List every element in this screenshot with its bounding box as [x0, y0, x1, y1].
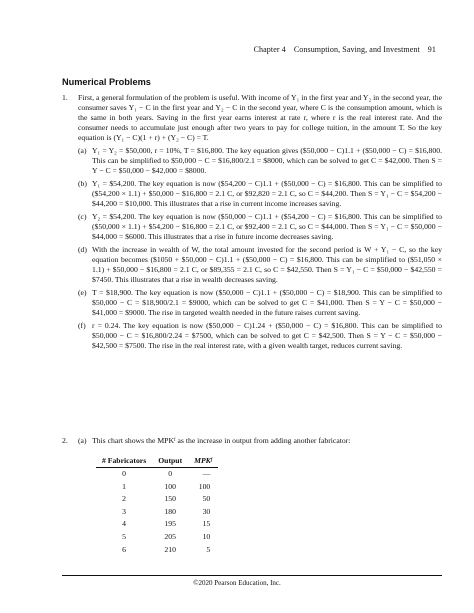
problem-1: [62, 93, 442, 351]
table-cell: 100: [198, 481, 211, 491]
table-cell: 180: [164, 506, 176, 516]
table-cell: 1: [122, 481, 127, 491]
chapter-label: Chapter 4: [253, 45, 286, 54]
table-cell: 2: [122, 494, 127, 504]
problem-number: 1.: [62, 93, 68, 102]
part-label: (a): [78, 146, 87, 155]
page-number: 91: [427, 45, 436, 54]
table-cell: 150: [164, 494, 176, 504]
running-header: [254, 45, 436, 54]
table-cell: 15: [202, 519, 211, 529]
part-e: [78, 288, 442, 318]
table-cell: 10: [202, 531, 211, 541]
footer-rule: [62, 575, 442, 576]
table-row: [96, 544, 218, 557]
part-label: (e): [78, 288, 87, 297]
table-row: [96, 506, 218, 519]
part-text: Y₂ = $54,200. The key equation is now ($50,000 − C)1.1 + ($54,200 − C) = $16,800. This can be simplified to ($50,000 × 1.1) + $54,200 − $16,800 = 2.1 C, or $92,400 = 2.1 C, so C = $44,000. Then S = Y₁ − C = $50,000 − $44,000 = $6000. This illustrates that a rise in future income decreases saving.: [92, 212, 442, 241]
part-c: [78, 212, 442, 242]
table-cell: 0: [168, 469, 173, 478]
col-header-output: Output: [152, 455, 188, 468]
table-cell: 3: [122, 506, 127, 516]
part-label: (c): [78, 212, 87, 221]
part-label: (a): [78, 436, 87, 445]
part-d: [78, 245, 442, 285]
section-title: Numerical Problems: [62, 77, 151, 87]
table-cell: —: [202, 469, 211, 478]
table-cell: 205: [164, 531, 176, 541]
table-cell: 4: [122, 519, 127, 529]
part-label: (b): [78, 179, 87, 188]
part-text: Y₁ = $54,200. The key equation is now ($54,200 − C)1.1 + ($50,000 − C) = $16,800. This can be simplified to ($54,200 × 1.1) + $50,000 − $16,800 = 2.1 C, or $92,820 = 2.1 C, so C = $44,200. Then S = Y₁ − C = $54,200 − $44,200 = $10,000. This illustrates that a rise in current income increases saving.: [92, 179, 442, 208]
part-b: [78, 179, 442, 209]
table-cell: 50: [202, 494, 211, 504]
col-header-mpk: MPKᶠ: [188, 455, 218, 468]
part-f: [78, 321, 442, 351]
problem-2: [62, 436, 442, 446]
table-cell: 0: [122, 469, 127, 478]
table-cell: 5: [206, 544, 211, 554]
part-text: This chart shows the MPKᶠ as the increase in output from adding another fabricator:: [92, 436, 351, 445]
table-cell: 195: [164, 519, 176, 529]
problem-number: 2.: [62, 436, 68, 445]
table-row: [96, 481, 218, 494]
table-row: [96, 493, 218, 506]
part-a: [78, 436, 442, 446]
part-text: T = $18,900. The key equation is now ($50,000 − C)1.1 + ($50,000 − C) = $18,900. This can be simplified to $50,000 − C = $18,900/2.1 = $9000, which can be solved to get C = $41,000. Then S = Y − C = $50,000 − $41,000 = $9000. The rise in targeted wealth needed in the future raises current saving.: [92, 288, 442, 317]
part-label: (f): [78, 321, 86, 330]
problem-intro: First, a general formulation of the problem is useful. With income of Y₁ in the first year and Y₂ in the second year, the consumer saves Y₁ − C in the first year and Y₂ − C in the second year, where C is the consumption amount, which is the same in both years. Saving in the first year earns interest at rate r, where r is the real interest rate. And the consumer needs to accumulate just enough after two years to pay for college tuition, in the amount T. So the key equation is (Y₁ − C)(1 + r) + (Y₂ − C) = T.: [78, 93, 442, 142]
table-cell: 5: [122, 531, 127, 541]
table-row: [96, 531, 218, 544]
table-cell: 30: [202, 506, 211, 516]
part-text: With the increase in wealth of W, the total amount invested for the second period is W + Y₁ − C, so the key equation becomes ($1050 + $50,000 − C)1.1 + ($50,000 − C) = $16,800. This can be simplified to ($51,050 × 1.1) + $50,000 − $16,800 = 2.1 C, or $89,355 = 2.1 C, so C = $42,550. Then S = Y₁ − C = $50,000 − $42,550 = $7450. This illustrates that a rise in wealth decreases saving.: [92, 245, 442, 284]
part-text: r = 0.24. The key equation is now ($50,000 − C)1.24 + ($50,000 − C) = $16,800. This can be simplified to $50,000 − C = $16,800/2.24 = $7500, which can be solved to get C = $42,500. Then S = Y − C = $50,000 − $42,500 = $7500. The rise in the real interest rate, with a given wealth target, reduces current saving.: [92, 321, 442, 350]
table-header-row: [96, 455, 218, 468]
col-header-fabricators: # Fabricators: [96, 455, 152, 468]
table-cell: 100: [164, 481, 176, 491]
table-row: [96, 468, 218, 481]
fabricator-table: [96, 455, 218, 556]
chapter-title: Consumption, Saving, and Investment: [293, 45, 420, 54]
table-row: [96, 518, 218, 531]
part-label: (d): [78, 245, 87, 254]
table-cell: 210: [164, 544, 176, 554]
copyright-footer: ©2020 Pearson Education, Inc.: [193, 579, 281, 587]
part-text: Y₁ = Y₂ = $50,000, r = 10%, T = $16,800. The key equation gives ($50,000 − C)1.1 + ($50,000 − C) = $16,800. This can be simplified to $50,000 − C = $16,800/2.1 = $8000, which can be solved to get C = $42,000. Then S = Y − C = $50,000 − $42,000 = $8000.: [92, 146, 442, 175]
table-cell: 6: [122, 544, 127, 554]
part-a: [78, 146, 442, 176]
